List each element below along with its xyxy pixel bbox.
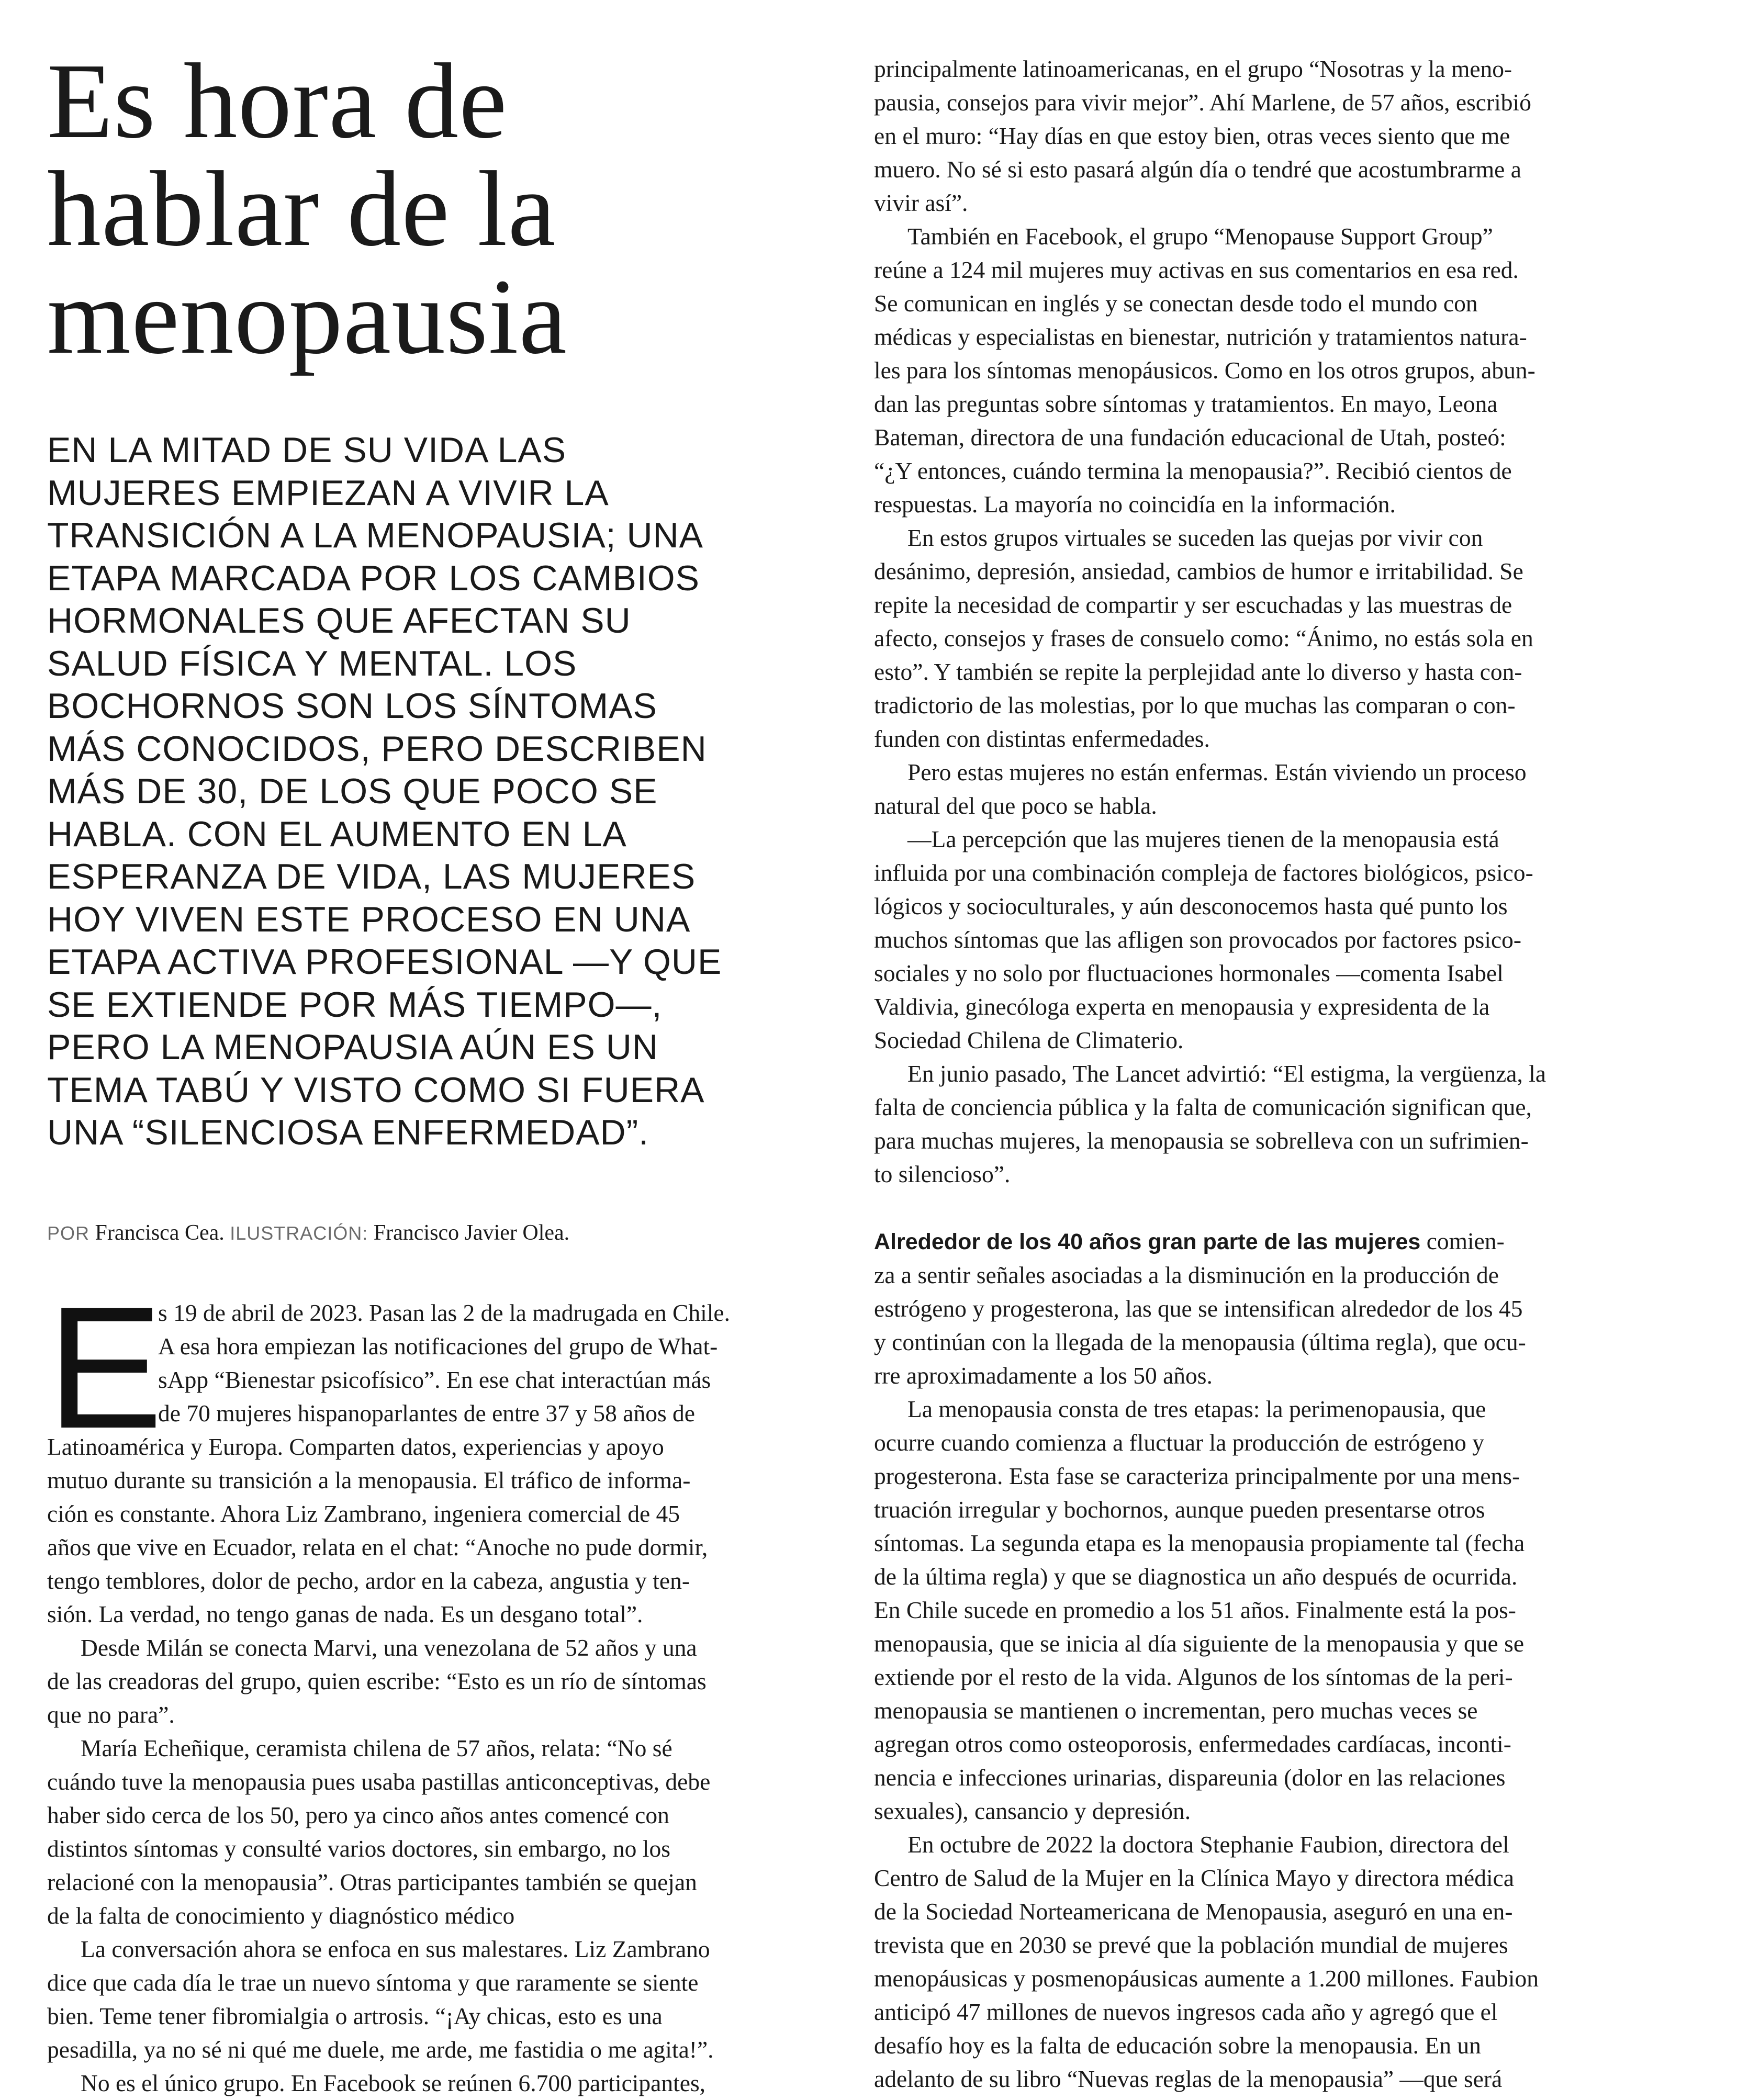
body-line: s 19 de abril de 2023. Pasan las 2 de la madrugada en Chile.: [158, 1299, 730, 1326]
body-line: Valdivia, ginecóloga experta en menopausia y expresidenta de la: [874, 993, 1490, 1020]
byline-author: Francisca Cea.: [95, 1220, 225, 1245]
body-line: natural del que poco se habla.: [874, 792, 1157, 819]
body-line: muero. No sé si esto pasará algún día o tendré que acostumbrarme a: [874, 156, 1521, 183]
body-line: de la Sociedad Norteamericana de Menopausia, aseguró en una en-: [874, 1898, 1513, 1925]
body-line: Desde Milán se conecta Marvi, una venezolana de 52 años y una: [81, 1634, 697, 1661]
body-line: adelanto de su libro “Nuevas reglas de la menopausia” —que será: [874, 2065, 1503, 2092]
body-line: respuestas. La mayoría no coincidía en la información.: [874, 491, 1396, 518]
deck-line: EN LA MITAD DE SU VIDA LAS: [47, 430, 567, 470]
body-line: y continúan con la llegada de la menopausia (última regla), que ocu-: [874, 1329, 1526, 1355]
deck-line: MÁS DE 30, DE LOS QUE POCO SE: [47, 771, 658, 811]
body-line: principalmente latinoamericanas, en el grupo “Nosotras y la meno-: [874, 55, 1512, 82]
body-line: sexuales), cansancio y depresión.: [874, 1798, 1191, 1824]
body-line: trevista que en 2030 se prevé que la población mundial de mujeres: [874, 1931, 1508, 1958]
body-line: to silencioso”.: [874, 1161, 1011, 1187]
section-two: [874, 1225, 1659, 2096]
body-line: médicas y especialistas en bienestar, nutrición y tratamientos natura-: [874, 323, 1527, 350]
body-line: les para los síntomas menopáusicos. Como en los otros grupos, abun-: [874, 357, 1535, 384]
body-line: La menopausia consta de tres etapas: la perimenopausia, que: [907, 1396, 1486, 1422]
left-column: [47, 41, 832, 2100]
body-line: En octubre de 2022 la doctora Stephanie Faubion, directora del: [907, 1831, 1509, 1858]
body-line: za a sentir señales asociadas a la disminución en la producción de: [874, 1262, 1499, 1288]
deck-line: TEMA TABÚ Y VISTO COMO SI FUERA: [47, 1070, 705, 1110]
headline: [47, 41, 832, 376]
body-line: anticipó 47 millones de nuevos ingresos cada año y agregó que el: [874, 1998, 1498, 2025]
body-line: Se comunican en inglés y se conectan desde todo el mundo con: [874, 290, 1478, 317]
body-line: ción es constante. Ahora Liz Zambrano, ingeniera comercial de 45: [47, 1500, 680, 1527]
body-line: No es el único grupo. En Facebook se reúnen 6.700 participantes,: [81, 2069, 706, 2096]
right-column: [874, 52, 1659, 2096]
body-line: La conversación ahora se enfoca en sus malestares. Liz Zambrano: [81, 1935, 710, 1962]
body-line: progesterona. Esta fase se caracteriza principalmente por una mens-: [874, 1463, 1520, 1489]
body-line: sión. La verdad, no tengo ganas de nada. Es un desgano total”.: [47, 1600, 643, 1627]
body-line: En estos grupos virtuales se suceden las quejas por vivir con: [907, 524, 1483, 551]
section-two-first-line: [874, 1225, 1659, 1259]
deck-line: MÁS CONOCIDOS, PERO DESCRIBEN: [47, 728, 707, 769]
body-line: extiende por el resto de la vida. Algunos de los síntomas de la peri-: [874, 1664, 1513, 1690]
body-line: lógicos y socioculturales, y aún desconocemos hasta qué punto los: [874, 893, 1508, 919]
body-line: dan las preguntas sobre síntomas y tratamientos. En mayo, Leona: [874, 390, 1498, 417]
body-line: nencia e infecciones urinarias, dispareunia (dolor en las relaciones: [874, 1764, 1506, 1791]
body-line: agregan otros como osteoporosis, enfermedades cardíacas, inconti-: [874, 1731, 1511, 1757]
body-line: estrógeno y progesterona, las que se intensifican alrededor de los 45: [874, 1295, 1523, 1322]
body-line: en el muro: “Hay días en que estoy bien, otras veces siento que me: [874, 122, 1510, 149]
body-line: distintos síntomas y consulté varios doctores, sin embargo, no los: [47, 1835, 670, 1862]
byline-por-label: POR: [47, 1222, 90, 1244]
body-line: Latinoamérica y Europa. Comparten datos, experiencias y apoyo: [47, 1433, 664, 1460]
body-line: bien. Teme tener fibromialgia o artrosis. “¡Ay chicas, esto es una: [47, 2002, 663, 2029]
deck-line: HOY VIVEN ESTE PROCESO EN UNA: [47, 899, 691, 939]
right-body-text: [874, 52, 1659, 1191]
body-line: En Chile sucede en promedio a los 51 años. Finalmente está la pos-: [874, 1597, 1516, 1623]
headline-line: hablar de la: [47, 149, 556, 268]
body-line: desafío hoy es la falta de educación sobre la menopausia. En un: [874, 2032, 1481, 2059]
body-line: truación irregular y bochornos, aunque pueden presentarse otros: [874, 1496, 1485, 1523]
body-line: ocurre cuando comienza a fluctuar la producción de estrógeno y: [874, 1429, 1485, 1456]
left-body-text: [47, 1430, 832, 2100]
body-line: falta de conciencia pública y la falta de comunicación significan que,: [874, 1094, 1532, 1120]
body-line: menopausia se mantienen o incrementan, pero muchas veces se: [874, 1697, 1478, 1724]
drop-cap: E: [47, 1270, 163, 1465]
body-line: menopáusicas y posmenopáusicas aumente a 1.200 millones. Faubion: [874, 1965, 1539, 1992]
body-line: de 70 mujeres hispanoparlantes de entre 37 y 58 años de: [158, 1399, 695, 1427]
body-line: vivir así”.: [874, 189, 968, 216]
deck-summary: [47, 429, 832, 1154]
deck-line: PERO LA MENOPAUSIA AÚN ES UN: [47, 1027, 658, 1067]
deck-line: SALUD FÍSICA Y MENTAL. LOS: [47, 643, 577, 683]
body-line: pesadilla, ya no sé ni qué me duele, me arde, me fastidia o me agita!”.: [47, 2036, 714, 2063]
body-line: pausia, consejos para vivir mejor”. Ahí Marlene, de 57 años, escribió: [874, 89, 1531, 116]
deck-line: ESPERANZA DE VIDA, LAS MUJERES: [47, 857, 696, 896]
article-opening: [47, 1270, 832, 2100]
section-lead-in: Alrededor de los 40 años gran parte de las mujeres: [874, 1229, 1421, 1254]
section-lead-in-rest: comien-: [1420, 1228, 1505, 1254]
body-line: Sociedad Chilena de Climaterio.: [874, 1027, 1184, 1053]
body-line: repite la necesidad de compartir y ser escuchadas y las muestras de: [874, 591, 1512, 618]
body-line: cuándo tuve la menopausia pues usaba pastillas anticonceptivas, debe: [47, 1768, 711, 1795]
body-line: Centro de Salud de la Mujer en la Clínica Mayo y directora médica: [874, 1865, 1515, 1891]
body-line: rre aproximadamente a los 50 años.: [874, 1362, 1213, 1389]
body-line: muchos síntomas que las afligen son provocados por factores psico-: [874, 926, 1522, 953]
body-line: tengo temblores, dolor de pecho, ardor en la cabeza, angustia y ten-: [47, 1567, 690, 1594]
body-line: dice que cada día le trae un nuevo síntoma y que raramente se siente: [47, 1969, 699, 1996]
deck-line: MUJERES EMPIEZAN A VIVIR LA: [47, 473, 609, 513]
byline: [47, 1218, 832, 1248]
deck-line: ETAPA ACTIVA PROFESIONAL —Y QUE: [47, 942, 722, 982]
body-line: Bateman, directora de una fundación educacional de Utah, posteó:: [874, 424, 1506, 451]
body-line: tradictorio de las molestias, por lo que muchas las comparan o con-: [874, 692, 1516, 718]
deck-line: HABLA. CON EL AUMENTO EN LA: [47, 814, 627, 854]
body-line: sociales y no solo por fluctuaciones hormonales —comenta Isabel: [874, 960, 1504, 986]
body-line: afecto, consejos y frases de consuelo como: “Ánimo, no estás sola en: [874, 625, 1533, 652]
deck-line: HORMONALES QUE AFECTAN SU: [47, 601, 631, 641]
body-line: relacioné con la menopausia”. Otras participantes también se quejan: [47, 1868, 697, 1895]
body-line: En junio pasado, The Lancet advirtió: “El estigma, la vergüenza, la: [907, 1060, 1546, 1087]
byline-illustrator: Francisco Javier Olea.: [373, 1220, 570, 1245]
headline-line: Es hora de: [47, 41, 508, 161]
body-line: síntomas. La segunda etapa es la menopausia propiamente tal (fecha: [874, 1530, 1525, 1556]
body-line: funden con distintas enfermedades.: [874, 725, 1210, 752]
body-line: haber sido cerca de los 50, pero ya cinco años antes comencé con: [47, 1801, 669, 1828]
body-line: María Echeñique, ceramista chilena de 57 años, relata: “No sé: [81, 1734, 672, 1761]
body-line: esto”. Y también se repite la perplejidad ante lo diverso y hasta con-: [874, 658, 1522, 685]
body-line: de la falta de conocimiento y diagnóstico médico: [47, 1902, 515, 1929]
body-line: para muchas mujeres, la menopausia se sobrelleva con un sufrimien-: [874, 1127, 1529, 1154]
deck-line: UNA “SILENCIOSA ENFERMEDAD”.: [47, 1113, 649, 1152]
section-two-body: [874, 1259, 1659, 2096]
deck-line: SE EXTIENDE POR MÁS TIEMPO—,: [47, 984, 663, 1025]
body-line: —La percepción que las mujeres tienen de la menopausia está: [907, 826, 1499, 852]
body-line: mutuo durante su transición a la menopausia. El tráfico de informa-: [47, 1466, 691, 1493]
deck-line: TRANSICIÓN A LA MENOPAUSIA; UNA: [47, 515, 704, 555]
body-line: reúne a 124 mil mujeres muy activas en sus comentarios en esa red.: [874, 256, 1519, 283]
body-line: de la última regla) y que se diagnostica un año después de ocurrida.: [874, 1563, 1518, 1590]
body-line: A esa hora empiezan las notificaciones del grupo de What-: [158, 1332, 718, 1360]
deck-line: ETAPA MARCADA POR LOS CAMBIOS: [47, 558, 700, 598]
body-line: sApp “Bienestar psicofísico”. En ese chat interactúan más: [158, 1366, 711, 1393]
body-line: desánimo, depresión, ansiedad, cambios de humor e irritabilidad. Se: [874, 558, 1523, 585]
body-line: de las creadoras del grupo, quien escribe: “Esto es un río de síntomas: [47, 1667, 707, 1694]
byline-illustration-label: ILUSTRACIÓN:: [230, 1222, 368, 1244]
deck-line: BOCHORNOS SON LOS SÍNTOMAS: [47, 686, 657, 726]
body-line: “¿Y entonces, cuándo termina la menopausia?”. Recibió cientos de: [874, 457, 1512, 484]
body-line: que no para”.: [47, 1701, 175, 1728]
body-line: Pero estas mujeres no están enfermas. Están viviendo un proceso: [907, 759, 1527, 785]
body-line: También en Facebook, el grupo “Menopause Support Group”: [907, 223, 1493, 250]
body-line: años que vive en Ecuador, relata en el chat: “Anoche no pude dormir,: [47, 1533, 708, 1560]
headline-line: menopausia: [47, 256, 567, 376]
body-line: influida por una combinación compleja de factores biológicos, psico-: [874, 859, 1533, 886]
body-line: menopausia, que se inicia al día siguiente de la menopausia y que se: [874, 1630, 1524, 1657]
